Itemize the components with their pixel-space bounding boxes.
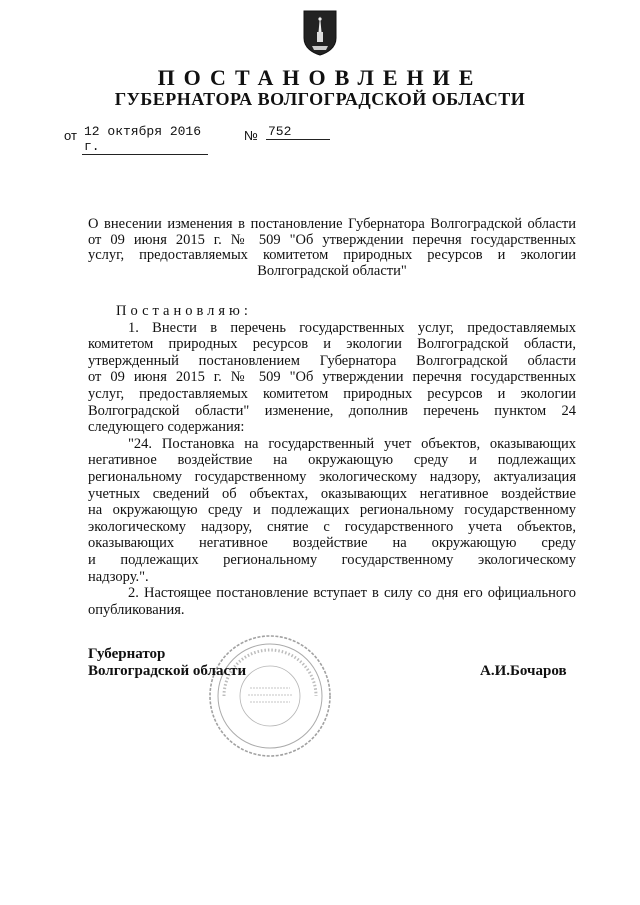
decree-word: Постановляю: bbox=[116, 303, 252, 319]
body-line: экологическому надзору, снятие с государственного учета объектов, bbox=[88, 518, 576, 535]
document-issuer: ГУБЕРНАТОРА ВОЛГОГРАДСКОЙ ОБЛАСТИ bbox=[114, 89, 526, 109]
body-line: и подлежащих региональному государственному экологическому bbox=[88, 551, 576, 568]
signatory-position-line: Волгоградской области bbox=[88, 663, 247, 679]
document-title: ПОСТАНОВЛЕНИЕ bbox=[157, 65, 483, 90]
subject-line: О внесении изменения в постановление Губернатора Волгоградской области bbox=[88, 216, 576, 232]
body-line: надзору.". bbox=[88, 568, 149, 585]
body-line: региональному государственному экологическому надзору, актуализация bbox=[88, 468, 576, 485]
signatory-position bbox=[88, 646, 246, 680]
document-number: 752 bbox=[266, 124, 330, 140]
document-body bbox=[88, 303, 576, 618]
body-line: от 09 июня 2015 г. № 509 "Об утверждении перечня государственных bbox=[88, 369, 576, 386]
body-line: Волгоградской области" изменение, дополнив перечень пунктом 24 bbox=[88, 402, 576, 419]
subject-line: от 09 июня 2015 г. № 509 "Об утверждении перечня государственных bbox=[88, 231, 576, 248]
body-line: оказывающих негативное воздействие на окружающую среду bbox=[88, 535, 576, 552]
document-date: 12 октября 2016 г. bbox=[82, 124, 208, 155]
body-line: следующего содержания: bbox=[88, 419, 245, 436]
number-label: № bbox=[244, 128, 258, 143]
signatory-name: А.И.Бочаров bbox=[480, 663, 567, 679]
body-line: опубликования. bbox=[88, 601, 185, 618]
body-line: на окружающую среду и подлежащих региональному государственному bbox=[88, 502, 576, 519]
body-line: "24. Постановка на государственный учет объектов, оказывающих bbox=[128, 435, 576, 452]
body-line: 2. Настоящее постановление вступает в силу со дня его официального bbox=[128, 585, 576, 602]
body-line: учетных сведений об объектах, оказывающих негативное воздействие bbox=[88, 485, 576, 502]
body-line: услуг, предоставляемых комитетом природных ресурсов и экологии bbox=[88, 385, 576, 402]
body-line: негативное воздействие на окружающую среду и подлежащих bbox=[88, 452, 576, 469]
subject-line: Волгоградской области" bbox=[257, 262, 407, 279]
document-subject bbox=[88, 217, 576, 279]
body-line: утвержденный постановлением Губернатора Волгоградской области bbox=[88, 352, 576, 369]
subject-line: услуг, предоставляемых комитетом природных ресурсов и экологии bbox=[88, 247, 576, 263]
date-prefix-label: от bbox=[64, 128, 77, 143]
body-line: комитетом природных ресурсов и экологии Волгоградской области, bbox=[88, 336, 576, 353]
signatory-position-line: Губернатор bbox=[88, 646, 166, 662]
body-line: 1. Внести в перечень государственных услуг, предоставляемых bbox=[128, 319, 576, 336]
coat-of-arms-emblem bbox=[303, 10, 337, 56]
